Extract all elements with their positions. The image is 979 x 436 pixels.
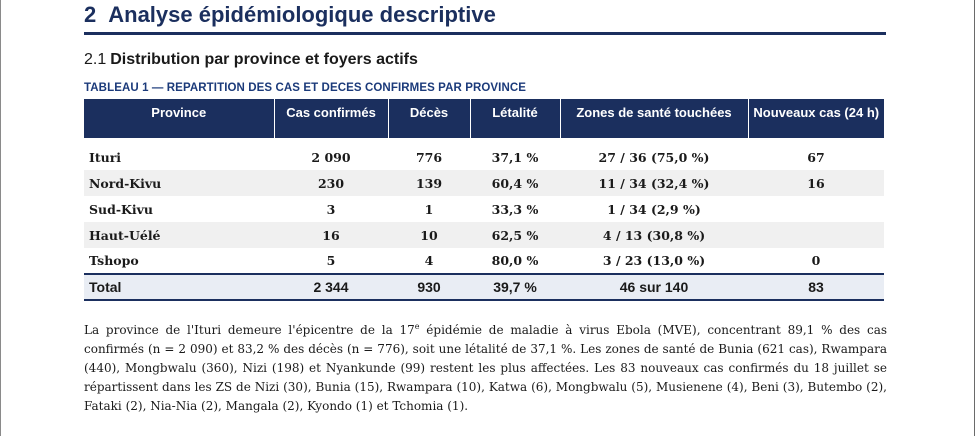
total-nouveaux: 83	[748, 274, 884, 300]
cell-deces: 4	[424, 253, 434, 268]
table-row	[84, 170, 884, 196]
table-row	[84, 222, 884, 248]
cell-province: Sud-Kivu	[89, 201, 154, 217]
header-cas-confirmes: Cas confirmés	[274, 99, 388, 138]
subsection-title	[84, 49, 418, 71]
header-province: Province	[84, 99, 274, 138]
cell-zones: 27 / 36 (75,0 %)	[598, 149, 710, 165]
paragraph-text-part2: épidémie de maladie à virus Ebola (MVE), concentrant 89,1 % des cas confirmés (n = 2 090) et 83,2 % des décès (n = 776), soit une létalité de 37,1 %. Les zones de santé de Bunia (621 cas), Rwampara (440), Mongbwalu (360), Nizi (198) et Nyankunde (99) restent les plus affectées. Les 83 nouveaux cas confirmés du 18 juillet se répartissent dans les ZS de Nizi (30), Bunia (15), Rwampara (10), Katwa (6), Mongbwalu (5), Musienene (4), Beni (3), Butembo (2), Fataki (2), Nia-Nia (2), Mangala (2), Kyondo (1) et Tchomia (1).	[84, 323, 888, 413]
cell-deces: 776	[415, 149, 443, 165]
total-zones: 46 sur 140	[560, 274, 748, 300]
ordinal-superscript: e	[414, 322, 420, 331]
cell-nouveaux: 0	[811, 253, 821, 268]
cell-zones: 1 / 34 (2,9 %)	[607, 201, 701, 217]
cell-cas: 230	[274, 170, 388, 196]
subsection-title-text: Distribution par province et foyers actifs	[110, 51, 418, 68]
total-deces: 930	[388, 274, 470, 300]
section-number: 2	[84, 2, 97, 27]
header-nouveaux-cas: Nouveaux cas (24 h)	[748, 99, 884, 138]
subsection-number: 2.1	[84, 51, 107, 68]
cell-letalite: 62,5 %	[470, 222, 560, 248]
cell-nouveaux: 67	[807, 149, 825, 165]
paragraph-text-part1: La province de l'Ituri demeure l'épicentre de la 17	[84, 323, 415, 337]
table-row	[84, 248, 884, 274]
cell-zones: 4 / 13 (30,8 %)	[560, 222, 748, 248]
cell-letalite: 80,0 %	[491, 253, 539, 268]
cell-cas: 2 090	[311, 149, 351, 165]
section-title-text: Analyse épidémiologique descriptive	[108, 2, 496, 27]
cell-zones: 3 / 23 (13,0 %)	[602, 253, 706, 268]
section-title	[84, 0, 496, 30]
cell-letalite: 37,1 %	[491, 149, 539, 165]
left-page-border	[0, 0, 1, 436]
cell-province: Nord-Kivu	[84, 170, 274, 196]
cell-letalite: 60,4 %	[470, 170, 560, 196]
cell-deces: 1	[424, 201, 434, 217]
table-row	[84, 196, 884, 222]
cell-letalite: 33,3 %	[491, 201, 539, 217]
cell-nouveaux	[748, 196, 884, 222]
table-header-row	[84, 99, 884, 138]
header-deces: Décès	[388, 99, 470, 138]
table-row	[84, 144, 884, 170]
cell-cas: 3	[326, 201, 336, 217]
cell-cas: 16	[274, 222, 388, 248]
cell-cas: 5	[326, 253, 336, 268]
total-cas: 2 344	[274, 274, 388, 300]
cell-province: Haut-Uélé	[84, 222, 274, 248]
cell-province: Ituri	[89, 149, 122, 165]
header-zones-sante: Zones de santé touchées	[560, 99, 748, 138]
cell-zones: 11 / 34 (32,4 %)	[560, 170, 748, 196]
cell-province: Tshopo	[89, 253, 139, 268]
table-caption: TABLEAU 1 — REPARTITION DES CAS ET DECES CONFIRMES PAR PROVINCE	[84, 82, 527, 94]
section-title-underline	[84, 32, 886, 35]
cell-nouveaux	[748, 222, 884, 248]
table-total-row	[84, 274, 884, 300]
cell-deces: 10	[388, 222, 470, 248]
cell-nouveaux: 16	[748, 170, 884, 196]
total-label: Total	[84, 274, 274, 300]
header-letalite: Létalité	[470, 99, 560, 138]
body-paragraph	[84, 321, 887, 416]
total-letalite: 39,7 %	[470, 274, 560, 300]
cell-deces: 139	[388, 170, 470, 196]
province-cases-table	[84, 99, 884, 301]
